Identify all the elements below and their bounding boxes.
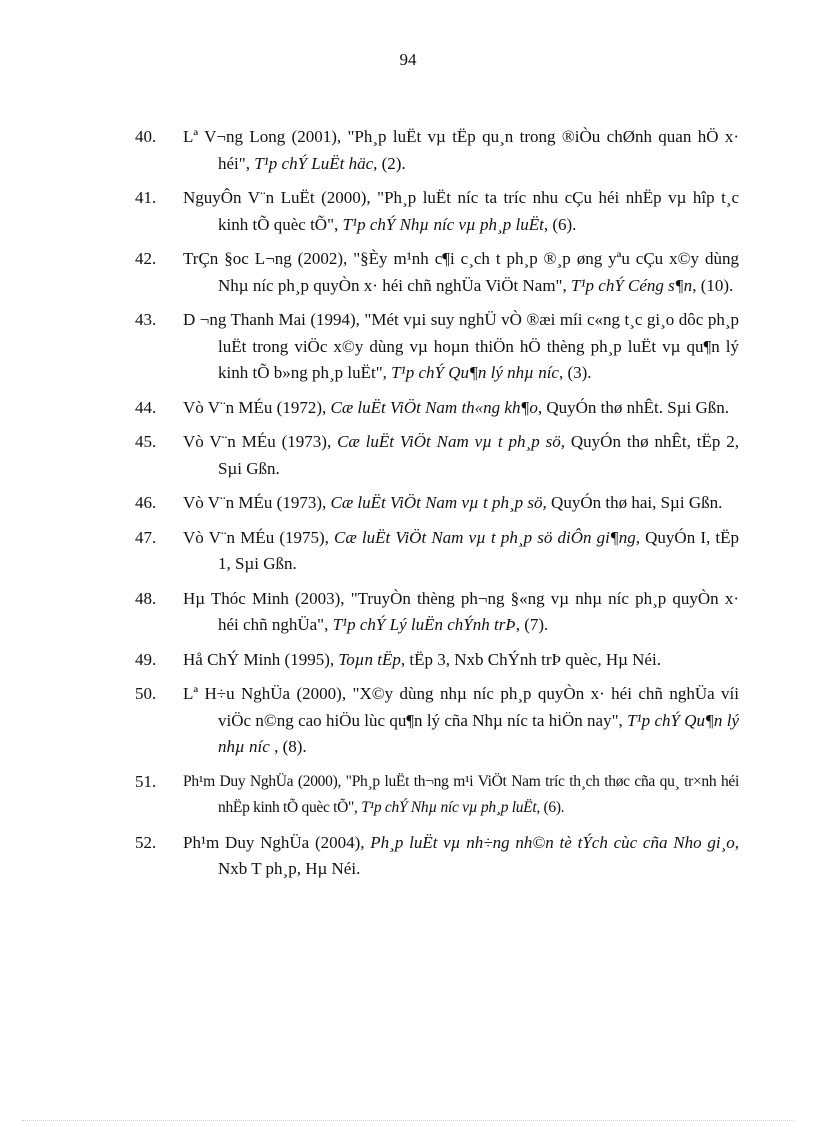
reference-text: Lª V¬ng Long (2001), "Ph¸p luËt vµ tËp qu¸n trong ®iÒu chØnh quan hÖ x· héi", T¹p chÝ LuËt häc, (2). — [183, 127, 739, 173]
reference-source-title: T¹p chÝ LuËt häc — [254, 153, 374, 173]
reference-text: D ¬ng Thanh Mai (1994), "Mét vµi suy nghÜ vÒ ®æi míi c«ng t¸c gi¸o dôc ph¸p luËt trong viÖc x©y dùng vµ hoµn thiÖn hÖ thèng ph¸p luËt vµ qu¶n lý kinh tÕ b»ng ph¸p luËt", T¹p chÝ Qu¶n lý nhµ níc, (3). — [183, 310, 739, 382]
reference-item — [135, 525, 739, 578]
reference-text: Vò V¨n MÉu (1972), Cæ luËt ViÖt Nam th«ng kh¶o, QuyÓn thø nhÊt. Sµi Gßn. — [183, 397, 730, 417]
reference-text: Vò V¨n MÉu (1973), Cæ luËt ViÖt Nam vµ t ph¸p sö, QuyÓn thø hai, Sµi Gßn. — [183, 493, 723, 512]
reference-number: 47. — [135, 527, 157, 547]
reference-source-title: Cæ luËt ViÖt Nam vµ t ph¸p sö, — [330, 493, 547, 512]
page-bottom-rule — [22, 1120, 794, 1121]
reference-source-title: Cæ luËt ViÖt Nam th«ng kh¶o — [330, 397, 538, 417]
reference-number: 50. — [135, 684, 157, 703]
reference-item — [135, 185, 739, 238]
reference-source-title: T¹p chÝ Céng s¶n — [570, 275, 693, 295]
reference-source-title: Cæ luËt ViÖt Nam vµ t ph¸p sö diÔn gi¶ng, — [334, 527, 640, 547]
reference-item — [135, 586, 739, 639]
reference-item — [135, 830, 739, 883]
reference-number: 52. — [135, 832, 157, 852]
reference-item — [135, 429, 739, 482]
reference-number: 42. — [135, 249, 157, 268]
reference-number: 48. — [135, 588, 157, 608]
reference-text: Hå ChÝ Minh (1995), Toµn tËp, tËp 3, Nxb ChÝnh trÞ quèc, Hµ Néi. — [183, 649, 661, 669]
reference-item — [135, 395, 739, 422]
reference-text: NguyÔn V¨n LuËt (2000), "Ph¸p luËt níc ta tríc nhu cÇu héi nhËp vµ hîp t¸c kinh tÕ quèc tÕ", T¹p chÝ Nhµ níc vµ ph¸p luËt, (6). — [183, 188, 739, 234]
reference-item — [135, 307, 739, 387]
reference-number: 43. — [135, 310, 157, 329]
reference-number: 44. — [135, 397, 157, 417]
reference-source-title: Ph¸p luËt vµ nh÷ng nh©n tè tÝch cùc cña Nho gi¸o — [370, 832, 735, 852]
reference-source-title: T¹p chÝ Nhµ níc vµ ph¸p luËt — [361, 799, 537, 816]
reference-text: Vò V¨n MÉu (1975), Cæ luËt ViÖt Nam vµ t ph¸p sö diÔn gi¶ng, QuyÓn I, tËp 1, Sµi Gßn. — [183, 527, 739, 573]
reference-number: 41. — [135, 188, 157, 207]
reference-list — [0, 124, 816, 891]
reference-text: Ph¹m Duy NghÜa (2000), "Ph¸p luËt th¬ng m¹i ViÖt Nam tríc th¸ch thøc cña qu¸ tr×nh héi nhËp kinh tÕ quèc tÕ", T¹p chÝ Nhµ níc vµ ph¸p luËt, (6). — [183, 772, 739, 816]
reference-text: Lª H÷u NghÜa (2000), "X©y dùng nhµ níc ph¸p quyÒn x· héi chñ nghÜa víi viÖc n©ng cao hiÖu lùc qu¶n lý cña Nhµ níc ta hiÖn nay", T¹p chÝ Qu¶n lý nhµ níc , (8). — [183, 684, 739, 756]
reference-text: Vò V¨n MÉu (1973), Cæ luËt ViÖt Nam vµ t ph¸p sö, QuyÓn thø nhÊt, tËp 2, Sµi Gßn. — [183, 432, 739, 478]
reference-text: TrÇn §oc L¬ng (2002), "§Èy m¹nh c¶i c¸ch t ph¸p ®¸p øng yªu cÇu x©y dùng Nhµ níc ph¸p quyÒn x· héi chñ nghÜa ViÖt Nam", T¹p chÝ Céng s¶n, (10). — [183, 249, 739, 295]
reference-source-title: T¹p chÝ Qu¶n lý nhµ níc — [391, 363, 559, 382]
reference-number: 40. — [135, 127, 157, 146]
reference-number: 46. — [135, 493, 157, 512]
reference-source-title: T¹p chÝ Qu¶n lý nhµ níc — [218, 710, 739, 756]
reference-item — [135, 490, 739, 517]
reference-text: Hµ Thóc Minh (2003), "TruyÒn thèng ph¬ng §«ng vµ nhµ níc ph¸p quyÒn x· héi chñ nghÜa", T¹p chÝ Lý luËn chÝnh trÞ, (7). — [183, 588, 739, 634]
reference-item — [135, 124, 739, 177]
reference-source-title: Cæ luËt ViÖt Nam vµ t ph¸p sö, — [337, 432, 565, 451]
page-number: 94 — [399, 50, 417, 69]
reference-source-title: Toµn tËp — [338, 649, 401, 669]
reference-item — [135, 769, 739, 822]
reference-number: 45. — [135, 432, 157, 451]
reference-source-title: T¹p chÝ Lý luËn chÝnh trÞ — [332, 615, 516, 634]
reference-item — [135, 246, 739, 299]
reference-text: Ph¹m Duy NghÜa (2004), Ph¸p luËt vµ nh÷ng nh©n tè tÝch cùc cña Nho gi¸o, Nxb T ph¸p, Hµ Néi. — [183, 832, 739, 878]
reference-number: 49. — [135, 649, 157, 669]
reference-source-title: T¹p chÝ Nhµ níc vµ ph¸p luËt — [342, 214, 544, 234]
reference-item — [135, 681, 739, 761]
reference-number: 51. — [135, 771, 157, 791]
reference-item — [135, 647, 739, 674]
